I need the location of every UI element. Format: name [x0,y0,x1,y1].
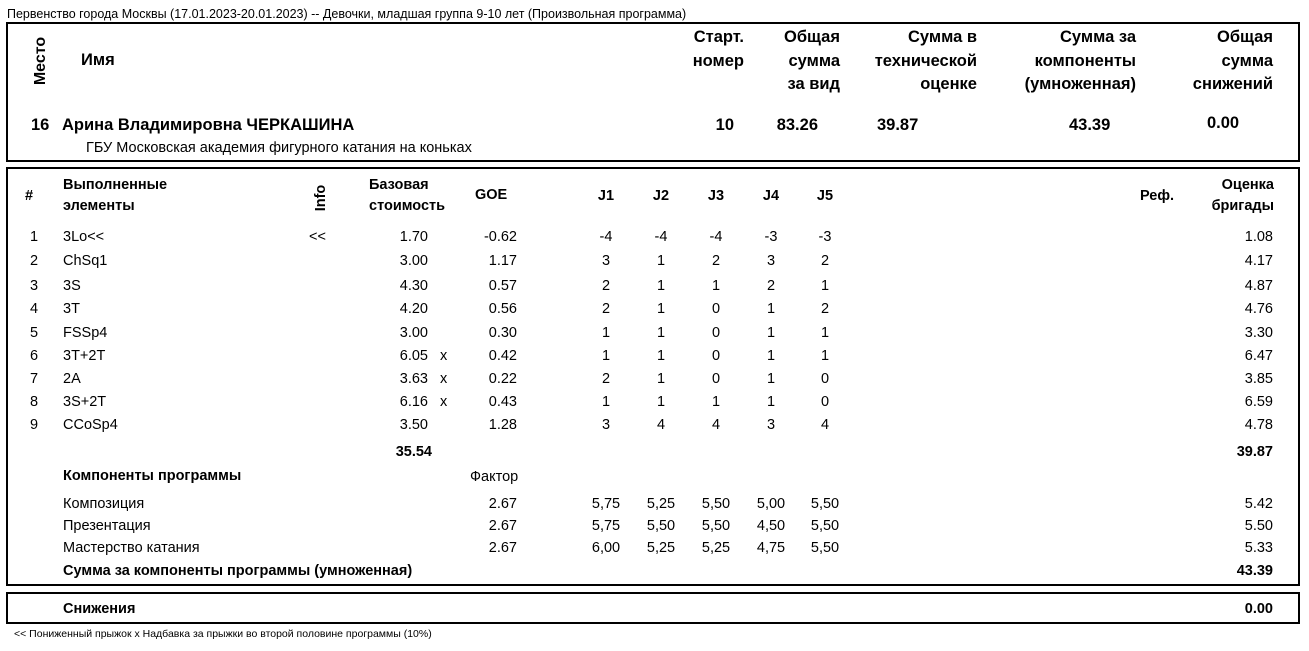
element-judge-j5: 0 [820,394,830,410]
element-num: 1 [30,229,39,245]
components-total-label: Сумма за компоненты программы (умноженная) [63,563,413,579]
col-num-header: # [25,188,34,204]
element-judge-j2: 1 [656,325,666,341]
element-judge-j5: 1 [820,325,830,341]
component-judge-j1: 6,00 [591,540,621,556]
pcs-label: Сумма за компоненты (умноженная) [1024,28,1136,93]
element-judge-j2: 1 [656,394,666,410]
col-j5-header: J5 [816,188,834,204]
element-judge-j4: 1 [766,301,776,317]
element-judge-j2: 1 [656,278,666,294]
component-judge-j4: 4,50 [756,518,786,534]
element-num: 8 [30,394,39,410]
col-info-header: Info [313,184,329,212]
element-judge-j3: 0 [711,348,721,364]
base-value-total: 35.54 [395,444,432,460]
component-judge-j2: 5,25 [646,540,676,556]
element-judge-j1: -4 [599,229,613,245]
component-name: Мастерство катания [63,540,200,556]
element-name: ChSq1 [63,253,108,269]
element-judge-j3: -4 [709,229,723,245]
element-judge-j4: 1 [766,325,776,341]
element-judge-j4: 3 [766,253,776,269]
element-judge-j4: 2 [766,278,776,294]
element-name: 3T+2T [63,348,106,364]
element-panel-score: 4.78 [1244,417,1273,433]
element-base-value: 6.05 [399,348,428,364]
element-panel-score: 4.17 [1244,253,1273,269]
element-panel-score: 3.85 [1244,371,1273,387]
element-num: 5 [30,325,39,341]
deductions-label: Общая сумма снижений [1192,28,1273,93]
competition-title: Первенство города Москвы (17.01.2023-20.01.2023) -- Девочки, младшая группа 9-10 лет (Произвольная программа) [7,7,687,21]
element-num: 7 [30,371,39,387]
component-judge-j2: 5,50 [646,518,676,534]
skater-tes: 39.87 [877,116,919,134]
elements-score-total: 39.87 [1236,444,1273,460]
component-judge-j4: 5,00 [756,496,786,512]
col-elements-header: Выполненные элементы [63,177,168,214]
total-score-label: Общая сумма за вид [784,28,840,93]
element-name: 3S [63,278,81,294]
name-label: Имя [81,51,115,69]
skater-deductions: 0.00 [1207,114,1240,132]
element-judge-j2: -4 [654,229,668,245]
element-goe: 1.28 [488,417,517,433]
element-goe: 0.43 [488,394,517,410]
element-name: FSSp4 [63,325,108,341]
component-judge-j5: 5,50 [810,540,840,556]
element-judge-j2: 4 [656,417,666,433]
element-judge-j5: 4 [820,417,830,433]
element-bonus-mark: x [440,348,448,364]
col-goe-header: GOE [475,187,508,203]
col-j4-header: J4 [762,188,780,204]
skater-total-score: 83.26 [776,116,818,134]
element-panel-score: 3.30 [1244,325,1273,341]
component-judge-j3: 5,50 [701,518,731,534]
element-panel-score: 4.87 [1244,278,1273,294]
element-judge-j4: -3 [764,229,778,245]
factor-label: Фактор [470,469,519,485]
component-score: 5.42 [1244,496,1273,512]
col-j2-header: J2 [652,188,670,204]
element-judge-j2: 1 [656,371,666,387]
component-judge-j1: 5,75 [591,496,621,512]
element-bonus-mark: x [440,371,448,387]
component-factor: 2.67 [488,540,517,556]
element-num: 3 [30,278,39,294]
element-base-value: 6.16 [399,394,428,410]
element-base-value: 3.00 [399,325,428,341]
element-judge-j5: 1 [820,348,830,364]
element-judge-j1: 1 [601,325,611,341]
element-judge-j1: 2 [601,278,611,294]
element-goe: 1.17 [488,253,517,269]
element-goe: 0.57 [488,278,517,294]
start-number-label: Старт. номер [692,28,744,70]
element-judge-j4: 1 [766,348,776,364]
element-base-value: 3.63 [399,371,428,387]
component-name: Презентация [63,518,151,534]
place-label: Место [32,36,49,86]
col-panel-header: Оценка бригады [1211,177,1274,214]
element-judge-j4: 3 [766,417,776,433]
components-total: 43.39 [1236,563,1273,579]
element-judge-j4: 1 [766,394,776,410]
element-judge-j3: 1 [711,278,721,294]
component-judge-j4: 4,75 [756,540,786,556]
element-judge-j3: 1 [711,394,721,410]
skater-club: ГБУ Московская академия фигурного катания на коньках [86,140,472,156]
element-judge-j1: 3 [601,253,611,269]
col-base-header: Базовая стоимость [369,177,446,214]
element-panel-score: 1.08 [1244,229,1273,245]
element-judge-j3: 0 [711,325,721,341]
element-judge-j1: 3 [601,417,611,433]
element-judge-j5: -3 [818,229,832,245]
element-base-value: 4.30 [399,278,428,294]
element-base-value: 4.20 [399,301,428,317]
element-name: 3S+2T [63,394,107,410]
element-judge-j3: 2 [711,253,721,269]
component-judge-j3: 5,25 [701,540,731,556]
component-judge-j5: 5,50 [810,518,840,534]
components-label: Компоненты программы [63,468,242,484]
element-judge-j1: 1 [601,348,611,364]
tes-label: Сумма в технической оценке [874,28,977,93]
element-name: 2A [63,371,81,387]
element-info: << [309,229,326,245]
skater-pcs: 43.39 [1069,116,1111,134]
element-judge-j2: 1 [656,348,666,364]
deductions-row-label: Снижения [63,601,136,617]
component-name: Композиция [63,496,145,512]
element-goe: 0.42 [488,348,517,364]
col-j1-header: J1 [597,188,615,204]
element-judge-j2: 1 [656,253,666,269]
element-name: CCoSp4 [63,417,118,433]
element-goe: 0.30 [488,325,517,341]
element-base-value: 3.50 [399,417,428,433]
element-judge-j5: 2 [820,253,830,269]
element-num: 9 [30,417,39,433]
element-base-value: 1.70 [399,229,428,245]
element-judge-j3: 0 [711,301,721,317]
element-judge-j5: 1 [820,278,830,294]
element-judge-j3: 4 [711,417,721,433]
col-j3-header: J3 [707,188,725,204]
component-factor: 2.67 [488,518,517,534]
element-panel-score: 6.47 [1244,348,1273,364]
component-score: 5.50 [1244,518,1273,534]
element-name: 3Lo<< [63,229,105,245]
element-goe: 0.22 [488,371,517,387]
element-panel-score: 4.76 [1244,301,1273,317]
element-num: 2 [30,253,39,269]
element-judge-j2: 1 [656,301,666,317]
element-judge-j1: 2 [601,301,611,317]
element-goe: 0.56 [488,301,517,317]
element-num: 4 [30,301,39,317]
component-score: 5.33 [1244,540,1273,556]
element-judge-j4: 1 [766,371,776,387]
component-factor: 2.67 [488,496,517,512]
element-bonus-mark: x [440,394,448,410]
col-ref-header: Реф. [1140,188,1175,204]
element-judge-j5: 2 [820,301,830,317]
component-judge-j5: 5,50 [810,496,840,512]
skater-name: Арина Владимировна ЧЕРКАШИНА [62,116,355,134]
skater-start-number: 10 [715,116,734,134]
component-judge-j2: 5,25 [646,496,676,512]
component-judge-j3: 5,50 [701,496,731,512]
element-name: 3T [63,301,80,317]
element-judge-j5: 0 [820,371,830,387]
component-judge-j1: 5,75 [591,518,621,534]
element-judge-j1: 2 [601,371,611,387]
skater-place: 16 [31,116,50,134]
element-base-value: 3.00 [399,253,428,269]
deductions-box [6,592,1300,624]
deductions-row-value: 0.00 [1244,601,1273,617]
element-panel-score: 6.59 [1244,394,1273,410]
element-judge-j1: 1 [601,394,611,410]
element-num: 6 [30,348,39,364]
footnote: << Пониженный прыжок x Надбавка за прыжки во второй половине программы (10%) [14,628,432,640]
element-goe: -0.62 [483,229,517,245]
element-judge-j3: 0 [711,371,721,387]
